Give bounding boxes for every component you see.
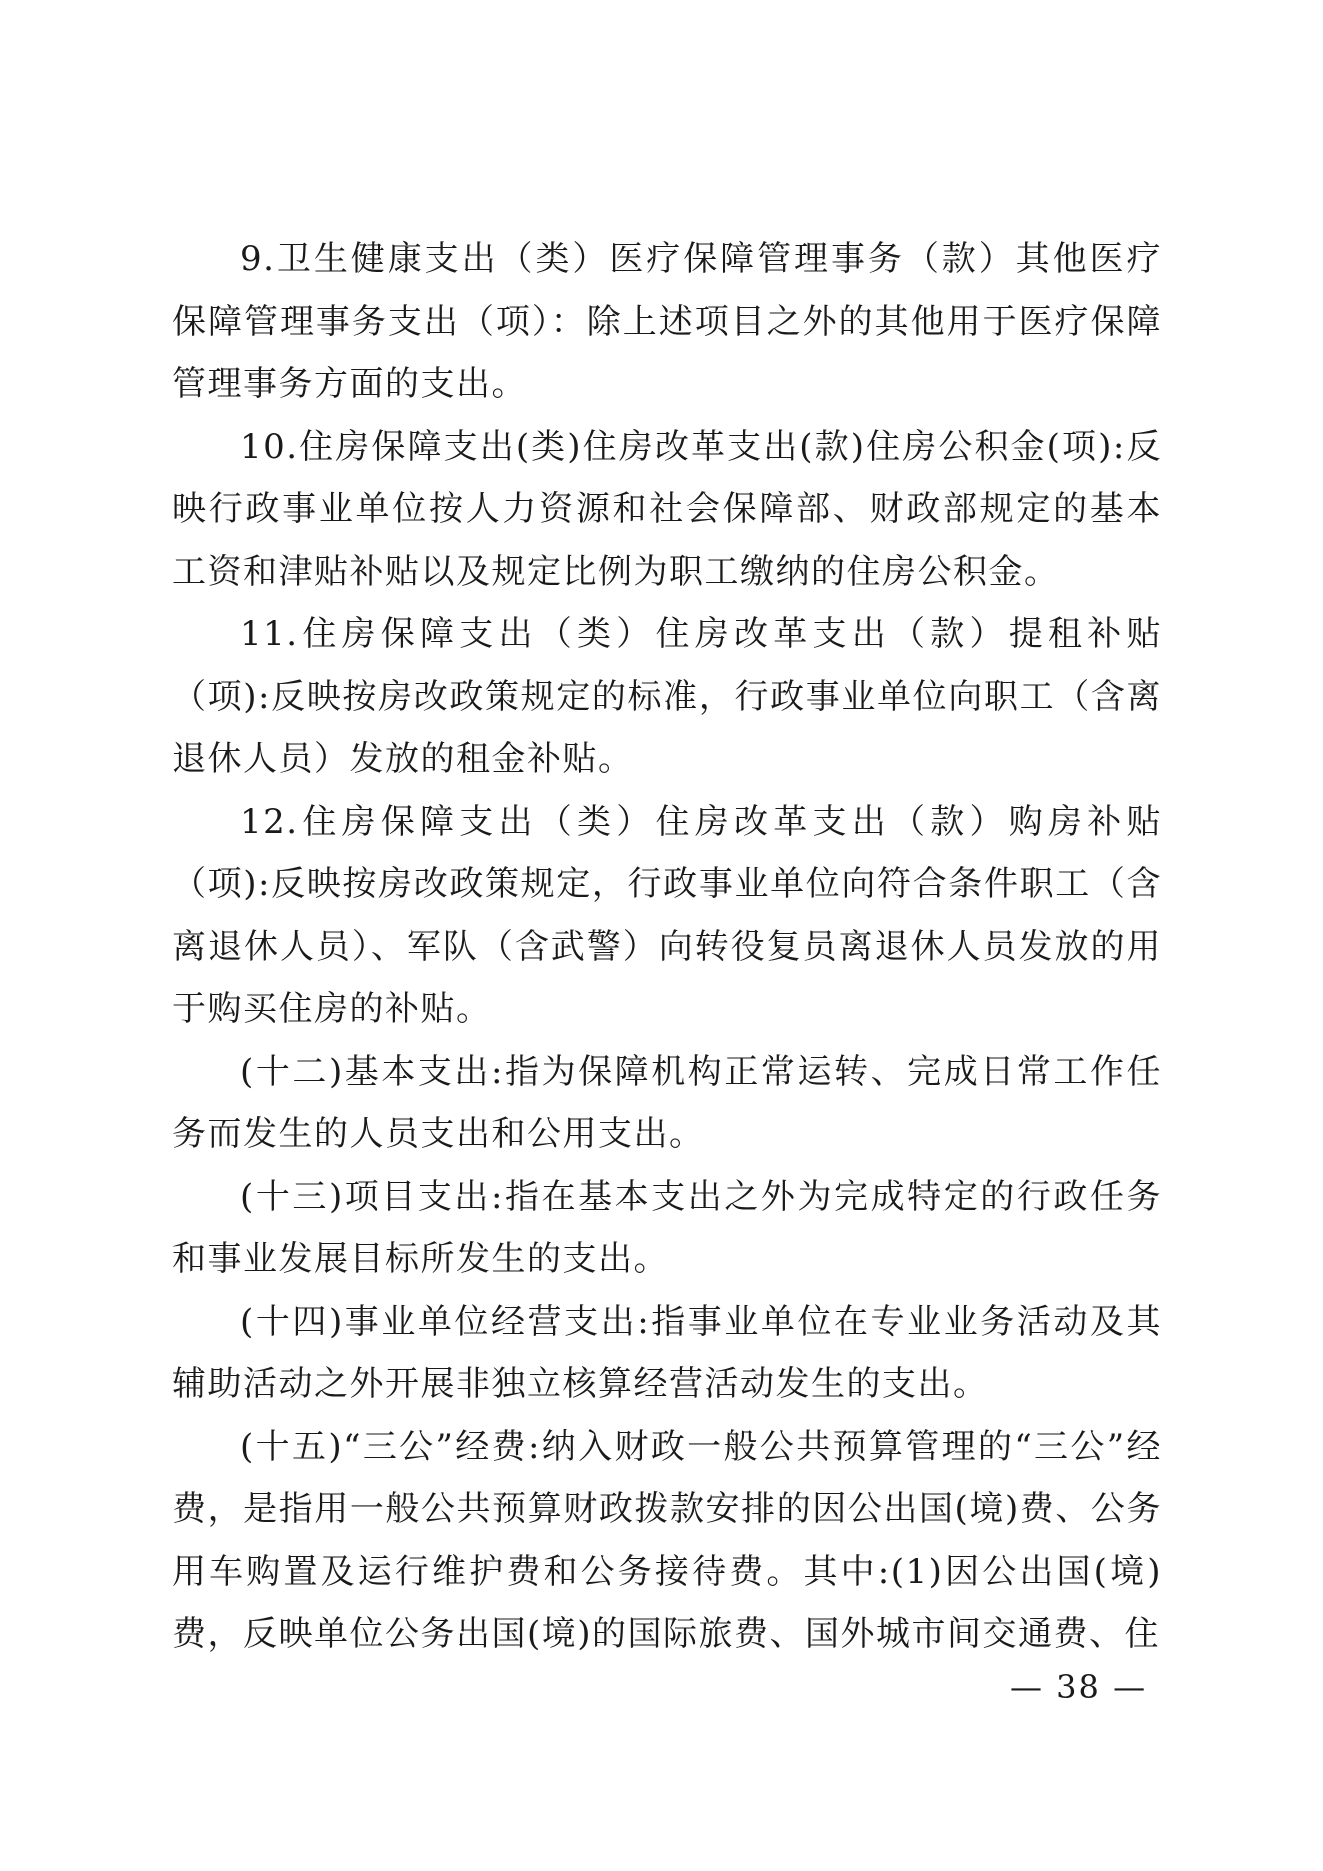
paragraph-item-9: 9.卫生健康支出（类）医疗保障管理事务（款）其他医疗保障管理事务支出（项）：除上述项目之外的其他用于医疗保障管理事务方面的支出。 — [172, 239, 1162, 404]
paragraph-item-12: 12.住房保障支出（类）住房改革支出（款）购房补贴（项):反映按房改政策规定，行政事业单位向符合条件职工（含离退休人员）、军队（含武警）向转役复员离退休人员发放的用于购买住房的补贴。 — [172, 801, 1162, 1029]
paragraph-operating-expenditure: (十四)事业单位经营支出:指事业单位在专业业务活动及其辅助活动之外开展非独立核算经营活动发生的支出。 — [172, 1301, 1162, 1404]
paragraph-item-10: 10.住房保障支出(类)住房改革支出(款)住房公积金(项):反映行政事业单位按人力资源和社会保障部、财政部规定的基本工资和津贴补贴以及规定比例为职工缴纳的住房公积金。 — [172, 426, 1162, 592]
paragraph-project-expenditure: (十三)项目支出:指在基本支出之外为完成特定的行政任务和事业发展目标所发生的支出。 — [172, 1176, 1162, 1279]
document-body — [172, 228, 1162, 1666]
paragraph-basic-expenditure: (十二)基本支出:指为保障机构正常运转、完成日常工作任务而发生的人员支出和公用支出。 — [172, 1051, 1162, 1154]
page-number: — 38 — — [1010, 1668, 1148, 1706]
paragraph-item-11: 11.住房保障支出（类）住房改革支出（款）提租补贴（项):反映按房改政策规定的标准，行政事业单位向职工（含离退休人员）发放的租金补贴。 — [172, 614, 1162, 779]
paragraph-three-public-funds: (十五)“三公”经费:纳入财政一般公共预算管理的“三公”经费，是指用一般公共预算财政拨款安排的因公出国(境)费、公务用车购置及运行维护费和公务接待费。其中:(1)因公出国(境)费，反映单位公务出国(境)的国际旅费、国外城市间交通费、住 — [172, 1426, 1162, 1654]
